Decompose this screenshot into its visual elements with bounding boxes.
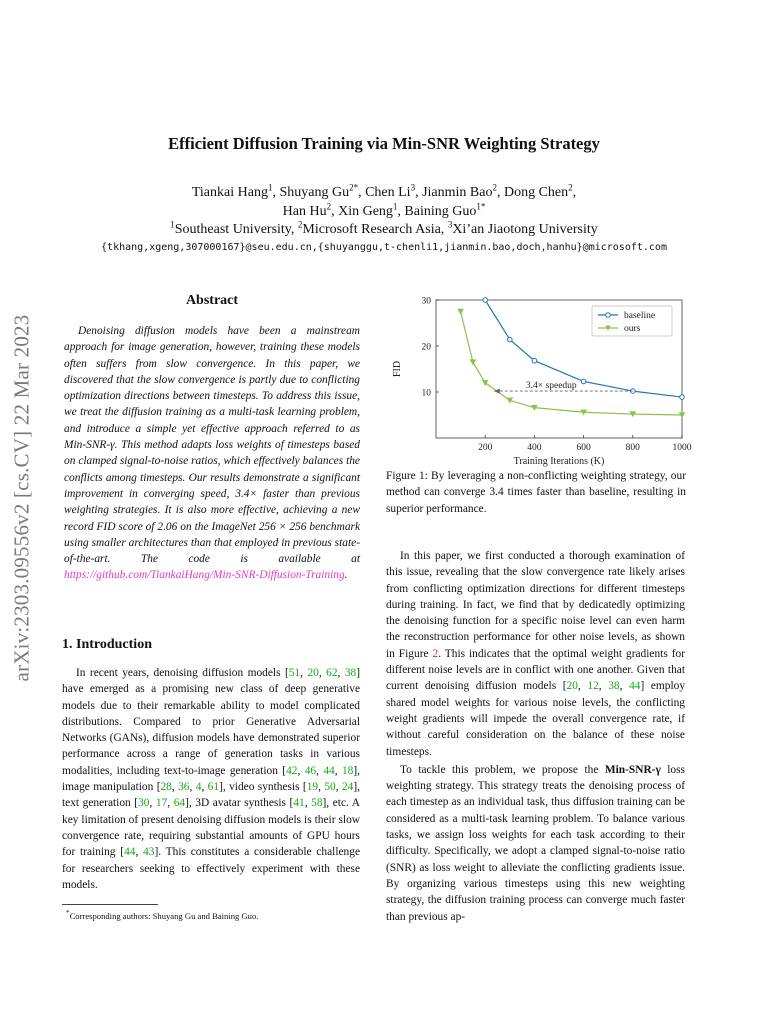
paragraph: In this paper, we first conducted a thorough examination of this issue, revealing that the slow convergence rate likely arises from conflicting optimization directions for different timesteps during training. In fact, we find that by dedicatedly optimizing the denoising function for a specific noise level can even harm the reconstruction performance for other noise levels, as shown in Figure 2. This indicates that the optimal weight gradients for different noise levels are in conflict with one another. Given that current denoising diffusion models [20, 12, 38, 44] employ shared model weights for various noise levels, the conflicting weight gradients will impede the overall convergence rate, if without careful consideration on the balance of these noise timesteps. [386,550,686,758]
data-point-baseline [483,298,488,303]
citation-link[interactable]: 58 [311,797,323,810]
citation-link[interactable]: 44 [629,680,641,693]
author-line-2: Han Hu$^2$, Xin Geng$^1$, Baining Guo$^{1*}$ [282,201,486,219]
citation-link[interactable]: 64 [173,797,186,810]
data-point-ours [470,360,476,365]
citation-link[interactable]: 44 [323,764,335,777]
citation-link[interactable]: 4 [195,781,202,794]
author: Chen Li [365,185,411,200]
data-point-baseline [581,379,586,384]
author-emails: {tkhang,xgeng,307000167}@seu.edu.cn,{shuyanggu,t-chenli1,jianmin.bao,doch,hanhu}@microsoft.com [101,242,667,253]
legend-marker-baseline [606,313,611,318]
author: Baining Guo [404,204,477,219]
figure-1-caption: Figure 1: By leveraging a non-conflicting weighting strategy, our method can converge 3.4 times faster than baseline, resulting in superior performance. [386,470,686,515]
y-axis-label: FID [392,360,403,378]
data-point-baseline [680,395,685,400]
citation-link[interactable]: 19 [306,781,319,794]
citation-link[interactable]: 38 [608,680,620,693]
author: Tiankai Hang [191,185,268,200]
paragraph: To tackle this problem, we propose the Min-SNR-γ loss weighting strategy. This strategy treats the denoising process of each timestep as an individual task, thus diffusion training can be considered as a multi-task learning problem. To balance various tasks, we assign loss weights for each task according to their difficulty. Specifically, we adopt a clamped signal-to-noise ratio (SNR) as loss weight to alleviate the conflicting gradients issue. By organizing various timesteps using this new weighting strategy, the diffusion training process can converge much faster than previous ap- [386,763,685,923]
citation-link[interactable]: 38 [344,667,357,679]
citation-link[interactable]: 42 [286,764,298,777]
author-line-1: Tiankai Hang$^1$, Shuyang $Gu^{2*}$, Chen Li$^3$, Jianmin Bao$^2$, Dong Chen$^2$, [191,182,577,200]
code-link[interactable]: https://github.com/TiankaiHang/Min-SNR-Diffusion-Training [64,569,345,582]
abstract-body: Denoising diffusion models have been a mainstream approach for image generation, however, training these models often suffers from slow convergence. In this paper, we discovered that the slow convergence is partly due to conflicting optimization directions between timesteps. To address this issue, we treat the diffusion training as a multi-task learning problem, and introduce a simple yet effective approach referred to as Min-SNR-γ. This method adapts loss weights of timesteps based on clamped signal-to-noise ratios, which effectively balances the conflicts among timesteps. Our results demonstrate a significant improvement in converging speed, 3.4× faster than previous weighting strategies. It is also more effective, achieving a new record FID score of 2.06 on the ImageNet 256 × 256 benchmark using smaller architectures than that employed in previous state-of-the-art. The code is available at https://github.com/TiankaiHang/Min-SNR-Diffusion-Training. [64,325,360,582]
paper-title: Efficient Diffusion Training via Min-SNR Weighting Strategy [168,134,600,153]
intro-paragraph: In recent years, denoising diffusion models [51, 20, 62, 38] have emerged as a promising new class of deep generative models due to their remarkable ability to model complicated distributions. Compared to prior Generative Adversarial Networks (GANs), diffusion models have demonstrated superior performance across a range of generation tasks in various modalities, including text-to-image generation [42, 46, 44, 18], image manipulation [28, 36, 4, 61], video synthesis [19, 50, 24], text generation [30, 17, 64], 3D avatar synthesis [41, 58], etc. A key limitation of present denoising diffusion models is their slow convergence rate, requiring substantial amounts of GPU hours for training [44, 43]. This constitutes a considerable challenge for researchers seeking to effectively experiment with these models. [62,667,361,891]
citation-link[interactable]: 36 [178,781,190,794]
y-tick-label: 20 [421,342,431,353]
arxiv-stamp [0,268,44,728]
author: Dong Chen [503,185,569,200]
citation-link[interactable]: 20 [566,680,578,693]
citation-link[interactable]: 44 [124,846,136,859]
citation-link[interactable]: 41 [293,797,305,810]
fid-chart-svg [384,290,692,467]
abstract-heading: Abstract [185,293,239,308]
data-point-baseline [508,337,513,342]
arxiv-id: arXiv:2303.09556v2 [cs.CV] 22 Mar 2023 [9,314,34,682]
citation-link[interactable]: 17 [155,797,168,810]
x-tick-label: 600 [576,443,591,453]
figure-link[interactable]: 2 [432,647,439,660]
affiliations: $^1$Southeast University, $^2$Microsoft Research Asia, $^3$Xi’an Jiaotong University [170,219,598,237]
footnote: *Corresponding authors: Shuyang Gu and Baining Guo. [66,909,259,921]
citation-link[interactable]: 62 [326,667,338,679]
citation-link[interactable]: 28 [160,781,172,794]
data-point-baseline [532,358,537,363]
x-tick-label: 400 [527,443,542,453]
speedup-annotation: 3.4× speedup [525,381,577,392]
author: Jianmin Bao [422,185,493,200]
citation-link[interactable]: 43 [143,846,155,859]
citation-link[interactable]: 46 [304,764,317,777]
data-point-ours [458,309,464,314]
y-tick-label: 30 [421,296,431,307]
author: Xin Geng [338,204,393,219]
section-heading-introduction: 1. Introduction [62,637,152,652]
author: Shuyang Gu [279,185,350,200]
citation-link[interactable]: 18 [341,764,354,777]
citation-link[interactable]: 50 [324,781,336,794]
citation-link[interactable]: 12 [587,680,599,693]
legend-label-ours: ours [624,324,641,335]
x-tick-label: 800 [625,443,640,453]
y-tick-label: 10 [421,388,431,399]
right-column-body [386,548,685,925]
citation-link[interactable]: 51 [288,667,301,679]
figure-1-chart [384,290,692,467]
x-axis-label: Training Iterations (K) [513,456,605,467]
citation-link[interactable]: 20 [307,667,319,679]
x-tick-label: 1000 [672,443,692,453]
footnote-rule [62,904,158,905]
citation-link[interactable]: 61 [207,781,220,794]
citation-link[interactable]: 30 [138,797,150,810]
x-tick-label: 200 [478,443,493,453]
author: Han Hu [282,204,327,219]
citation-link[interactable]: 24 [341,781,354,794]
legend-label-baseline: baseline [624,311,656,322]
